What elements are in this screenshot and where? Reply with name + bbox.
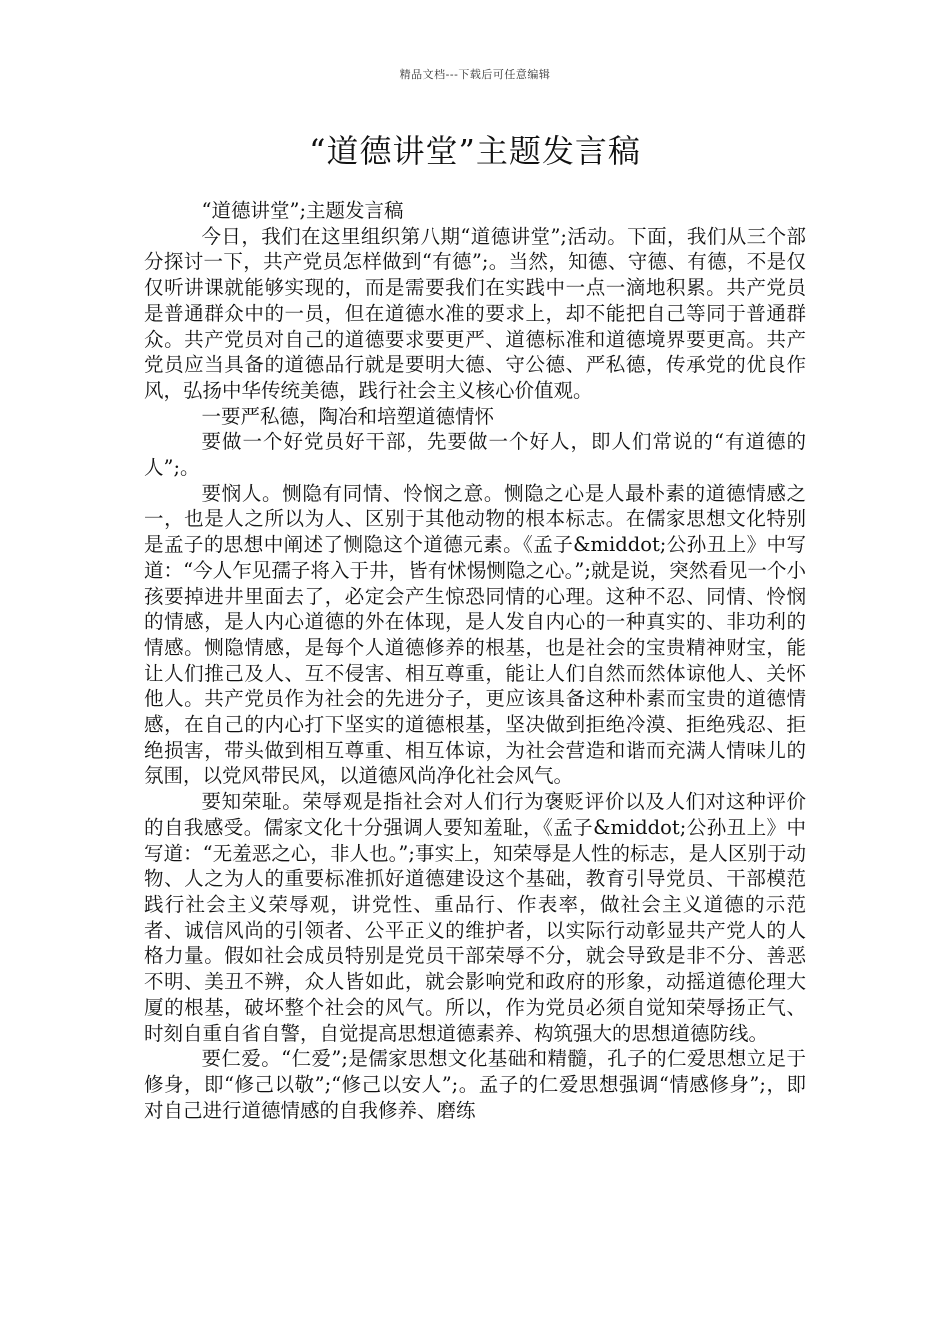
paragraph: 要仁爱。“仁爱”;是儒家思想文化基础和精髓，孔子的仁爱思想立足于修身，即“修己以敬”;“修己以安人”;。孟子的仁爱思想强调“情感修身”;，即对自己进行道德情感的自我修养、磨练 <box>144 1047 806 1122</box>
paragraph-intro: 今日，我们在这里组织第八期“道德讲堂”;活动。下面，我们从三个部分探讨一下，共产党员怎样做到“有德”;。当然，知德、守德、有德，不是仅仅听讲课就能够实现的，而是需要我们在实践中一点一滴地积累。共产党员是普通群众中的一员，但在道德水准的要求上，却不能把自己等同于普通群众。共产党员对自己的道德要求要更严、道德标准和道德境界要更高。共产党员应当具备的道德品行就是要明大德、守公德、严私德，传承党的优良作风，弘扬中华传统美德，践行社会主义核心价值观。 <box>144 224 806 402</box>
paragraph: 要悯人。恻隐有同情、怜悯之意。恻隐之心是人最朴素的道德情感之一，也是人之所以为人、区别于其他动物的根本标志。在儒家思想文化特别是孟子的思想中阐述了恻隐这个道德元素。《孟子&middot;公孙丑上》中写道：“今人乍见孺子将入于井，皆有怵惕恻隐之心。”;就是说，突然看见一个小孩要掉进井里面去了，必定会产生惊恐同情的心理。这种不忍、同情、怜悯的情感，是人内心道德的外在体现，是人发自内心的一种真实的、非功利的情感。恻隐情感，是每个人道德修养的根基，也是社会的宝贵精神财宝，能让人们推己及人、互不侵害、相互尊重，能让人们自然而然体谅他人、关怀他人。共产党员作为社会的先进分子，更应该具备这种朴素而宝贵的道德情感，在自己的内心打下坚实的道德根基，坚决做到拒绝冷漠、拒绝残忍、拒绝损害，带头做到相互尊重、相互体谅，为社会营造和谐而充满人情味儿的氛围，以党风带民风，以道德风尚净化社会风气。 <box>144 481 806 788</box>
paragraph: 要知荣耻。荣辱观是指社会对人们行为褒贬评价以及人们对这种评价的自我感受。儒家文化十分强调人要知羞耻，《孟子&middot;公孙丑上》中写道：“无羞恶之心，非人也。”;事实上，知荣辱是人性的标志，是人区别于动物、人之为人的重要标准抓好道德建设这个基础，教育引导党员、干部模范践行社会主义荣辱观，讲党性、重品行、作表率，做社会主义道德的示范者、诚信风尚的引领者、公平正义的维护者，以实际行动彰显共产党人的人格力量。假如社会成员特别是党员干部荣辱不分，就会导致是非不分、善恶不明、美丑不辨，众人皆如此，就会影响党和政府的形象，动摇道德伦理大厦的根基，破坏整个社会的风气。所以，作为党员必须自觉知荣辱扬正气、时刻自重自省自警，自觉提高思想道德素养、构筑强大的思想道德防线。 <box>144 790 806 1045</box>
paragraph-subtitle: “道德讲堂”;主题发言稿 <box>201 199 404 222</box>
page-header: 精品文档---下载后可任意编辑 <box>399 68 551 81</box>
paragraph: 要做一个好党员好干部，先要做一个好人，即人们常说的“有道德的人”;。 <box>144 430 806 480</box>
document-body <box>144 198 806 1123</box>
section-heading: 一要严私德，陶冶和培塑道德情怀 <box>201 404 495 428</box>
document-title: “道德讲堂”主题发言稿 <box>309 132 641 170</box>
